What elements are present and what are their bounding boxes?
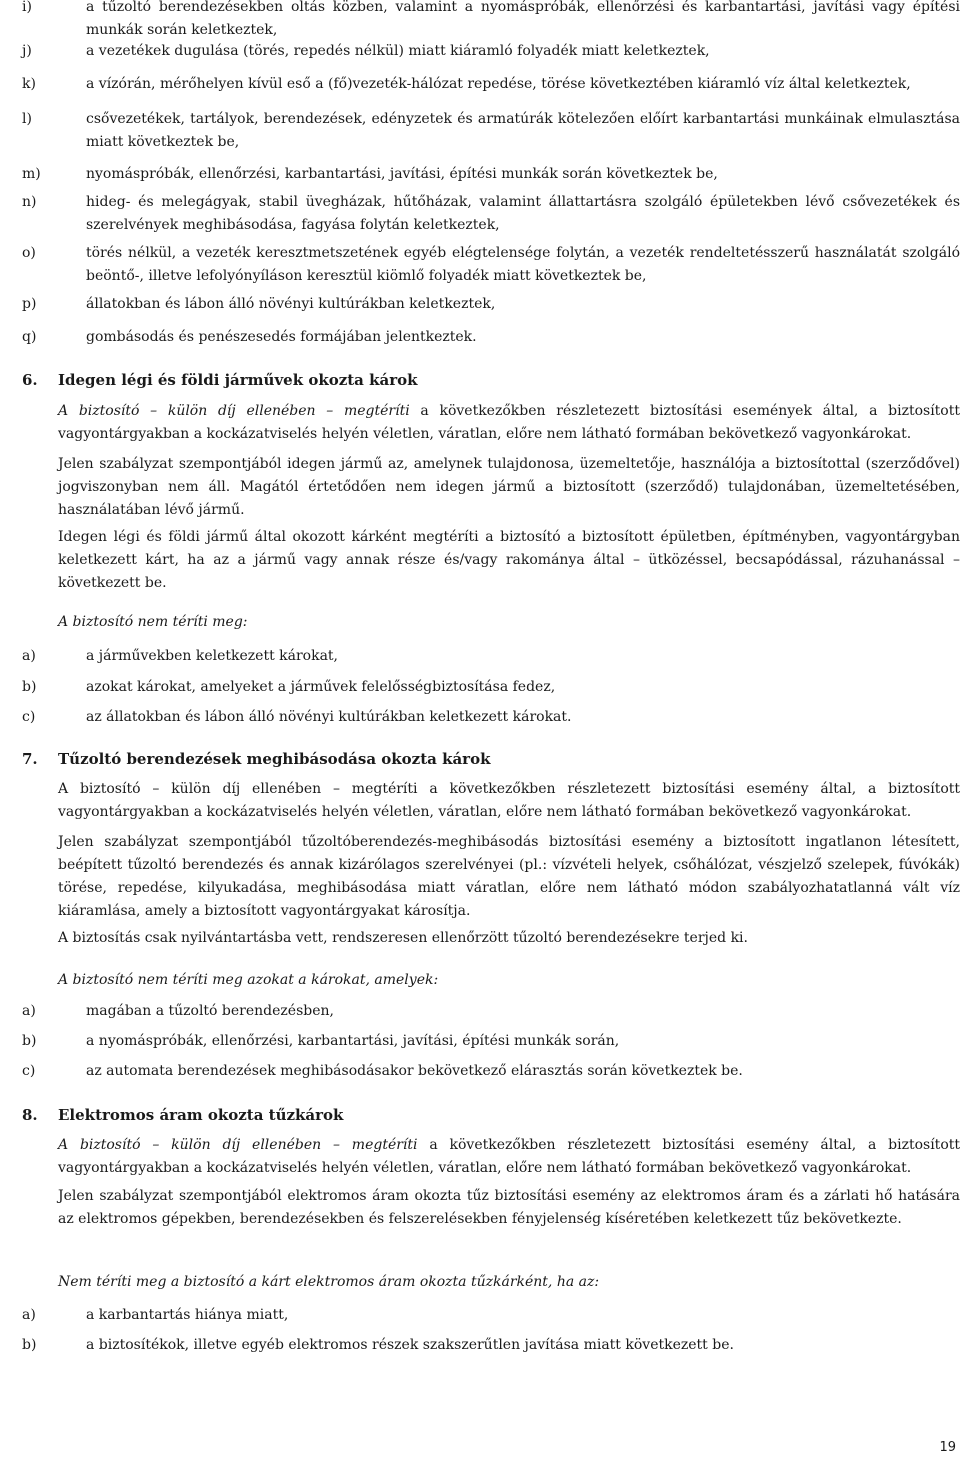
list-item-i — [22, 0, 960, 42]
page-number: 19 — [939, 1440, 956, 1455]
section-title: Idegen légi és földi járművek okozta károk — [58, 371, 418, 389]
section-number: 8. — [22, 1106, 38, 1124]
list-text: a tűzoltó berendezésekben oltás közben, valamint a nyomáspróbák, ellenőrzési és karbantartási, javítási vagy építési munkák során keletkeztek, — [86, 0, 960, 38]
section-6-paragraph-1 — [58, 400, 960, 446]
list-item-m — [22, 163, 960, 186]
paragraph-text: a következőkben részletezett biztosítási esemény által, a biztosított vagyontárgyakban a kockázatviselés helyén véletlen, váratlan, előre nem látható formában bekövetkező vagyonkárokat. — [58, 1137, 960, 1176]
section-6-paragraph-3: Idegen légi és földi jármű által okozott kárként megtéríti a biztosító a biztosított épületben, építményben, vagyontárgyban keletkezett kárt, ha az a jármű vagy annak része és/vagy rakománya által – ütközéssel, becsapódással, rázuhanással – következett be. — [58, 529, 960, 591]
list-label: p) — [22, 296, 37, 312]
list-label: m) — [22, 166, 41, 182]
section-title: Tűzoltó berendezések meghibásodása okozta károk — [58, 750, 491, 768]
list-label: b) — [22, 1337, 37, 1353]
list-text: nyomáspróbák, ellenőrzési, karbantartási, javítási, építési munkák során következtek be, — [86, 166, 718, 182]
list-label: i) — [22, 0, 32, 15]
section-8-paragraph-2: Jelen szabályzat szempontjából elektromos áram okozta tűz biztosítási esemény az elektromos áram és a zárlati hő hatására az elektromos gépekben, berendezésekben és felszerelésekben fényjelenség kíséretében keletkezett tűz bekövetkezte. — [58, 1188, 960, 1227]
section-8-item-a — [22, 1304, 960, 1327]
list-text: a karbantartás hiánya miatt, — [86, 1307, 289, 1323]
list-label: j) — [22, 43, 32, 59]
italic-phrase: A biztosító – külön díj ellenében – megtéríti — [58, 403, 410, 419]
section-6-item-b — [22, 676, 960, 699]
section-title: Elektromos áram okozta tűzkárok — [58, 1106, 344, 1124]
list-label: a) — [22, 648, 36, 664]
section-number: 7. — [22, 750, 38, 768]
list-text: a biztosítékok, illetve egyéb elektromos részek szakszerűtlen javítása miatt következett be. — [86, 1337, 734, 1353]
list-text: állatokban és lábon álló növényi kultúrákban keletkeztek, — [86, 296, 496, 312]
list-text: magában a tűzoltó berendezésben, — [86, 1003, 334, 1019]
list-item-j — [22, 40, 960, 63]
section-8-exclusions-intro: Nem téríti meg a biztosító a kárt elektromos áram okozta tűzkárként, ha az: — [58, 1274, 600, 1290]
list-label: a) — [22, 1003, 36, 1019]
list-text: az állatokban és lábon álló növényi kultúrákban keletkezett károkat. — [86, 709, 572, 725]
section-7-item-c — [22, 1060, 960, 1083]
list-text: a vízórán, mérőhelyen kívül eső a (fő)vezeték-hálózat repedése, törése következtében kiáramló víz által keletkeztek, — [86, 76, 911, 92]
section-6-exclusions-intro: A biztosító nem téríti meg: — [58, 614, 248, 630]
list-text: törés nélkül, a vezeték keresztmetszetének egyéb elégtelensége folytán, a vezeték rendeltetésszerű használatát szolgáló beöntő-, illetve lefolyónyíláson keresztül kiömlő folyadék miatt következtek be, — [86, 245, 960, 284]
italic-phrase: A biztosító – külön díj ellenében – megtéríti — [58, 1137, 418, 1153]
list-text: az automata berendezések meghibásodásakor bekövetkező elárasztás során következtek be. — [86, 1063, 743, 1079]
list-label: b) — [22, 1033, 37, 1049]
section-8-item-b — [22, 1334, 960, 1357]
list-text: a nyomáspróbák, ellenőrzési, karbantartási, javítási, építési munkák során, — [86, 1033, 620, 1049]
section-6-paragraph-2: Jelen szabályzat szempontjából idegen jármű az, amelynek tulajdonosa, üzemeltetője, használója a biztosítottal (szerződővel) jogviszonyban nem áll. Magától értetődően nem idegen jármű a biztosított (szerződő) tulajdonában, üzemeltetésében, használatában lévő jármű. — [58, 456, 960, 518]
list-text: a járművekben keletkezett károkat, — [86, 648, 339, 664]
section-7-item-a — [22, 1000, 960, 1023]
section-6-item-a — [22, 645, 960, 668]
section-number: 6. — [22, 371, 38, 389]
list-text: csővezetékek, tartályok, berendezések, edényzetek és armatúrák kötelezően előírt karbantartási munkáinak elmulasztása miatt következtek be, — [86, 111, 960, 150]
list-label: b) — [22, 679, 37, 695]
list-label: c) — [22, 709, 36, 725]
list-item-q — [22, 326, 960, 349]
list-item-l — [22, 108, 960, 154]
section-6-item-c — [22, 706, 960, 729]
list-label: c) — [22, 1063, 36, 1079]
list-label: n) — [22, 194, 37, 210]
list-text: a vezetékek dugulása (törés, repedés nélkül) miatt kiáramló folyadék miatt keletkeztek, — [86, 43, 710, 59]
list-label: l) — [22, 111, 32, 127]
section-7-item-b — [22, 1030, 960, 1053]
section-7-paragraph-2: Jelen szabályzat szempontjából tűzoltóberendezés-meghibásodás biztosítási esemény a biztosított ingatlanon létesített, beépített tűzoltó berendezés és annak kizárólagos szerelvényei (pl.: vízvételi helyek, csőhálózat, vészjelző szelepek, fúvókák) törése, repedése, kilyukadása, meghibásodása miatt váratlan, előre nem látható módon szabályozhatatlanná vált víz kiáramlása, amely a biztosított vagyontárgyakat károsítja. — [58, 834, 960, 919]
paragraph-text: a következőkben részletezett biztosítási események által, a biztosított vagyontárgyakban a kockázatviselés helyén véletlen, váratlan, előre nem látható formában bekövetkező vagyonkárokat. — [58, 403, 960, 442]
list-label: a) — [22, 1307, 36, 1323]
list-item-k — [22, 73, 960, 96]
list-label: o) — [22, 245, 36, 261]
list-item-p — [22, 293, 960, 316]
list-text: hideg- és melegágyak, stabil üvegházak, hűtőházak, valamint állattartásra szolgáló épületekben lévő csővezetékek és szerelvények meghibásodása, fagyása folytán keletkeztek, — [86, 194, 960, 233]
list-label: k) — [22, 76, 36, 92]
section-7-paragraph-3: A biztosítás csak nyilvántartásba vett, rendszeresen ellenőrzött tűzoltó berendezésekre terjed ki. — [58, 930, 748, 946]
list-item-n — [22, 191, 960, 237]
section-7-exclusions-intro: A biztosító nem téríti meg azokat a károkat, amelyek: — [58, 972, 439, 988]
list-text: gombásodás és penészesedés formájában jelentkeztek. — [86, 329, 477, 345]
list-text: azokat károkat, amelyeket a járművek felelősségbiztosítása fedez, — [86, 679, 556, 695]
section-8-paragraph-1 — [58, 1134, 960, 1180]
list-label: q) — [22, 329, 37, 345]
section-7-paragraph-1: A biztosító – külön díj ellenében – megtéríti a következőkben részletezett biztosítási esemény által, a biztosított vagyontárgyakban a kockázatviselés helyén véletlen, váratlan, előre nem látható formában bekövetkező vagyonkárokat. — [58, 781, 960, 820]
list-item-o — [22, 242, 960, 288]
